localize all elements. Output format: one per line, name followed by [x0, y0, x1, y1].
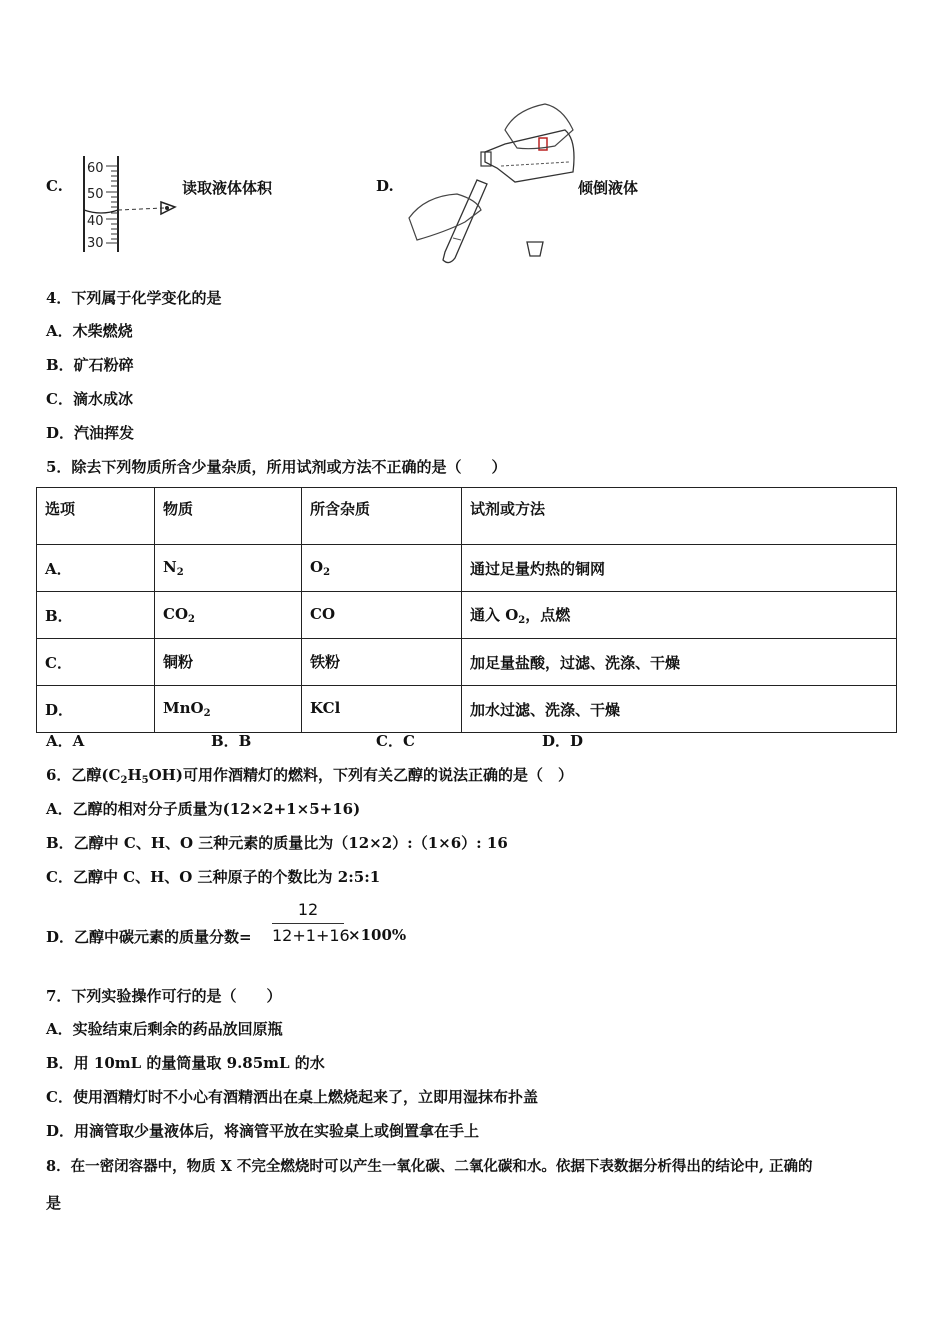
- q6-option-d-suffix: ×100%: [348, 926, 407, 944]
- pouring-liquid-diagram: [405, 100, 585, 268]
- table-header-row: [37, 488, 897, 545]
- table-cell-impurity: CO: [302, 592, 462, 639]
- q5-answer-d: D．D: [542, 732, 584, 750]
- fraction-denominator: 12+1+16: [272, 926, 350, 945]
- reagent-bottle-icon: [485, 130, 574, 182]
- table-header-cell: 物质: [155, 488, 302, 545]
- q4-option-c: C．滴水成冰: [46, 390, 133, 408]
- stopper-icon: [527, 242, 543, 256]
- option-d-letter: D.: [376, 177, 394, 195]
- q7-option-b: B．用 10mL 的量筒量取 9.85mL 的水: [46, 1054, 325, 1072]
- cylinder-tick-50: 50: [87, 187, 104, 202]
- option-c-letter: C.: [46, 177, 63, 195]
- fraction-bar: [272, 923, 344, 924]
- q4-stem: 4．下列属于化学变化的是: [46, 289, 222, 307]
- q4-option-d: D．汽油挥发: [46, 424, 135, 442]
- table-cell-option: A．: [37, 545, 155, 592]
- table-header-cell: 所含杂质: [302, 488, 462, 545]
- table-cell-impurity: $O_2$: [302, 545, 462, 592]
- table-header-cell: 选项: [37, 488, 155, 545]
- q8-stem-line2: 是: [46, 1194, 62, 1212]
- table-cell-method: 通入 $O_2$，点燃: [462, 592, 897, 639]
- q5-answer-b: B．B: [211, 732, 252, 750]
- q8-stem-line1: 8．在一密闭容器中，物质 X 不完全燃烧时可以产生一氧化碳、二氧化碳和水。依据下表数据分析得出的结论中, 正确的: [46, 1158, 813, 1175]
- table-row: [37, 545, 897, 592]
- hand-icon: [409, 194, 481, 240]
- option-c-caption: 读取液体体积: [182, 179, 273, 197]
- q6-option-a: A．乙醇的相对分子质量为(12×2+1×5+16): [46, 800, 361, 818]
- mass-fraction: [272, 900, 350, 945]
- table-cell-method: 加水过滤、洗涤、干燥: [462, 686, 897, 733]
- fraction-numerator: 12: [297, 900, 319, 919]
- cylinder-tick-40: 40: [87, 214, 104, 229]
- table-header-cell: 试剂或方法: [462, 488, 897, 545]
- table-cell-substance: $N_2$: [155, 545, 302, 592]
- table-cell-option: B．: [37, 592, 155, 639]
- table-cell-substance: MnO$_2$: [155, 686, 302, 733]
- table-row: [37, 639, 897, 686]
- q5-answer-c: C．C: [376, 732, 415, 750]
- table-row: [37, 592, 897, 639]
- q6-option-b: B．乙醇中 C、H、O 三种元素的质量比为（12×2）:（1×6）: 16: [46, 834, 508, 852]
- table-cell-impurity: KCl: [302, 686, 462, 733]
- table-cell-option: C．: [37, 639, 155, 686]
- table-cell-substance: 铜粉: [155, 639, 302, 686]
- q6-stem: 6．乙醇$(C_2H_5OH)$可用作酒精灯的燃料，下列有关乙醇的说法正确的是（ ）: [46, 766, 573, 786]
- q7-stem: 7．下列实验操作可行的是（ ）: [46, 987, 282, 1005]
- q5-table: [36, 487, 897, 733]
- cylinder-tick-60: 60: [87, 161, 104, 176]
- q7-option-c: C．使用酒精灯时不小心有酒精洒出在桌上燃烧起来了，立即用湿抹布扑盖: [46, 1088, 538, 1106]
- table-cell-method: 通过足量灼热的铜网: [462, 545, 897, 592]
- q4-option-a: A．木柴燃烧: [46, 322, 133, 340]
- q5-answer-a: A．A: [46, 732, 85, 750]
- q4-option-b: B．矿石粉碎: [46, 356, 134, 374]
- table-cell-option: D．: [37, 686, 155, 733]
- q6-option-d: D．乙醇中碳元素的质量分数=: [46, 928, 252, 946]
- cylinder-tick-30: 30: [87, 236, 104, 251]
- table-cell-method: 加足量盐酸，过滤、洗涤、干燥: [462, 639, 897, 686]
- table-row: [37, 686, 897, 733]
- q7-option-a: A．实验结束后剩余的药品放回原瓶: [46, 1020, 283, 1038]
- table-cell-impurity: 铁粉: [302, 639, 462, 686]
- option-d-caption: 倾倒液体: [578, 179, 639, 197]
- q5-stem: 5．除去下列物质所含少量杂质，所用试剂或方法不正确的是（ ）: [46, 458, 507, 476]
- graduated-cylinder-diagram: [78, 152, 183, 256]
- q7-option-d: D．用滴管取少量液体后，将滴管平放在实验桌上或倒置拿在手上: [46, 1122, 480, 1140]
- q6-option-c: C．乙醇中 C、H、O 三种原子的个数比为 2:5:1: [46, 868, 381, 886]
- table-cell-substance: $CO_2$: [155, 592, 302, 639]
